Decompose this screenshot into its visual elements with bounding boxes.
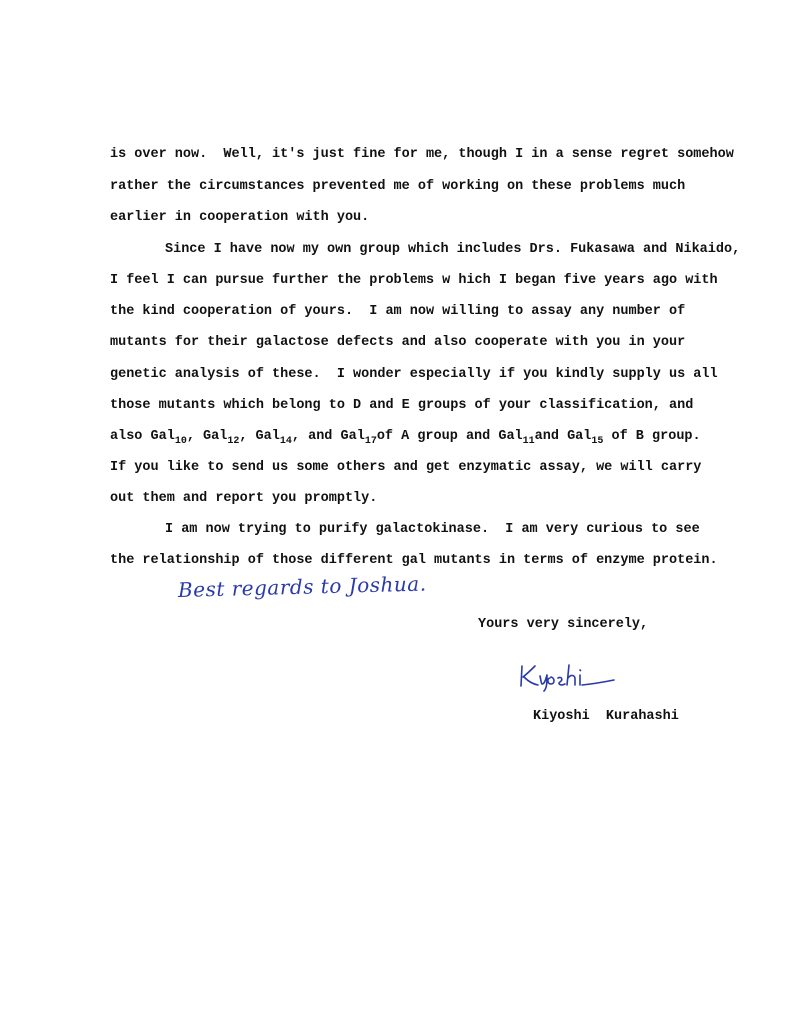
gal-text-6: and Gal [534, 429, 592, 444]
gal-text-1: also Gal [110, 429, 175, 444]
closing-salutation: Yours very sincerely, [478, 617, 649, 632]
body-line-12: out them and report you promptly. [110, 491, 378, 506]
body-line-2: rather the circumstances prevented me of working on these problems much [110, 179, 686, 194]
gal-subscript-12: 12 [227, 436, 240, 447]
typed-signature-name: Kiyoshi Kurahashi [533, 709, 679, 724]
gal-subscript-14: 14 [279, 436, 292, 447]
body-line-6: the kind cooperation of yours. I am now willing to assay any number of [110, 304, 686, 319]
body-line-14: the relationship of those different gal mutants in terms of enzyme protein. [110, 553, 718, 568]
gal-subscript-11: 11 [522, 436, 535, 447]
gal-text-7: of B group. [603, 429, 701, 444]
gal-text-4: , and Gal [291, 429, 365, 444]
body-line-7: mutants for their galactose defects and also cooperate with you in your [110, 335, 686, 350]
handwritten-regards-note: Best regards to Joshua. [177, 571, 427, 602]
gal-text-3: , Gal [239, 429, 280, 444]
gal-text-5: of A group and Gal [376, 429, 523, 444]
body-line-9: those mutants which belong to D and E groups of your classification, and [110, 398, 694, 413]
body-line-8: genetic analysis of these. I wonder especially if you kindly supply us all [110, 367, 718, 382]
body-line-3: earlier in cooperation with you. [110, 210, 370, 225]
body-line-4: Since I have now my own group which includes Drs. Fukasawa and Nikaido, [165, 242, 741, 257]
body-line-1: is over now. Well, it's just fine for me, though I in a sense regret somehow [110, 147, 734, 162]
body-line-gal-mutants [110, 428, 701, 446]
gal-subscript-15: 15 [591, 436, 604, 447]
body-line-5: I feel I can pursue further the problems w hich I began five years ago with [110, 273, 718, 288]
gal-subscript-17: 17 [364, 436, 377, 447]
handwritten-signature [514, 660, 624, 692]
body-line-11: If you like to send us some others and get enzymatic assay, we will carry [110, 460, 702, 475]
gal-subscript-10: 10 [174, 436, 187, 447]
gal-text-2: , Gal [186, 429, 228, 444]
body-line-13: I am now trying to purify galactokinase. I am very curious to see [165, 522, 700, 537]
